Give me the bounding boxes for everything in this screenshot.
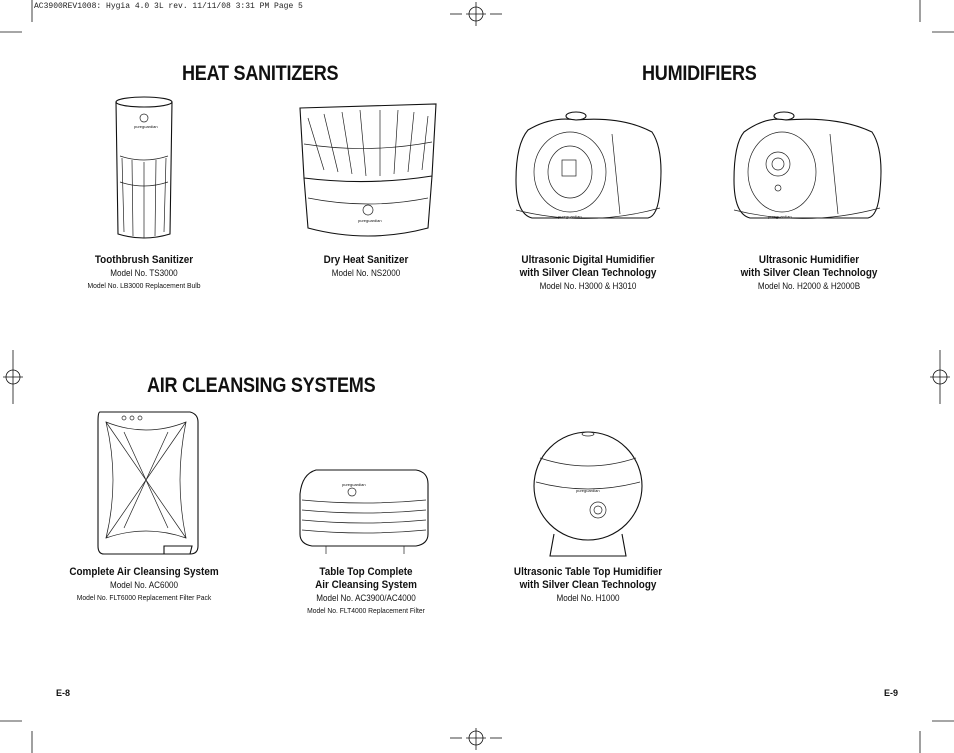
- model-number: Model No. NS2000: [331, 268, 401, 278]
- page-number-right: E-9: [884, 688, 899, 698]
- toothbrush-sanitizer-image: [108, 94, 180, 246]
- product-name: Ultrasonic Table Top Humidifier: [513, 566, 663, 578]
- product-name: Toothbrush Sanitizer: [94, 254, 194, 266]
- model-number: Model No. AC3900/AC4000: [316, 593, 416, 603]
- product-name-line2: with Silver Clean Technology: [519, 579, 657, 591]
- brand-mark: pureguardian: [342, 482, 366, 487]
- digital-humidifier-image: [512, 110, 664, 228]
- replacement-part: Model No. FLT6000 Replacement Filter Pack: [76, 593, 212, 602]
- replacement-part: Model No. LB3000 Replacement Bulb: [87, 281, 201, 290]
- table-top-humidifier-image: [530, 428, 646, 560]
- humidifiers-heading: HUMIDIFIERS: [642, 62, 757, 85]
- complete-air-cleansing-caption: [50, 566, 238, 604]
- page-number-left: E-8: [56, 688, 71, 698]
- brand-mark: pureguardian: [558, 214, 582, 219]
- product-name: Table Top Complete: [319, 566, 413, 578]
- product-name: Complete Air Cleansing System: [69, 566, 219, 578]
- replacement-part: Model No. FLT4000 Replacement Filter: [307, 606, 425, 615]
- ultrasonic-humidifier-caption: [718, 254, 900, 293]
- table-top-humidifier-caption: [496, 566, 680, 605]
- product-name-line2: Air Cleansing System: [315, 579, 417, 591]
- dry-heat-sanitizer-caption: [296, 254, 436, 280]
- toothbrush-sanitizer-caption: [64, 254, 224, 292]
- heat-sanitizers-heading: HEAT SANITIZERS: [182, 62, 339, 85]
- brand-mark: pureguardian: [768, 214, 792, 219]
- dry-heat-sanitizer-image: [294, 98, 442, 246]
- product-name-line2: with Silver Clean Technology: [519, 267, 657, 279]
- model-number: Model No. H1000: [556, 593, 620, 603]
- brand-mark: pureguardian: [576, 488, 600, 493]
- model-number: Model No. TS3000: [110, 268, 178, 278]
- model-number: Model No. H3000 & H3010: [539, 281, 637, 291]
- brand-mark: pureguardian: [358, 218, 382, 223]
- ultrasonic-humidifier-image: [730, 110, 884, 228]
- complete-air-cleansing-image: [94, 408, 200, 560]
- product-name: Dry Heat Sanitizer: [323, 254, 409, 266]
- model-number: Model No. AC6000: [109, 580, 178, 590]
- printer-slug: AC3900REV1008: Hygia 4.0 3L rev. 11/11/08 3:31 PM Page 5: [34, 2, 303, 11]
- air-cleansing-heading: AIR CLEANSING SYSTEMS: [147, 374, 376, 397]
- model-number: Model No. H2000 & H2000B: [757, 281, 861, 291]
- table-top-air-cleansing-image: [296, 464, 434, 558]
- product-name-line2: with Silver Clean Technology: [740, 267, 878, 279]
- digital-humidifier-caption: [498, 254, 678, 293]
- product-name: Ultrasonic Digital Humidifier: [521, 254, 655, 266]
- table-top-air-cleansing-caption: [284, 566, 448, 617]
- brand-mark: pureguardian: [134, 124, 158, 129]
- product-name: Ultrasonic Humidifier: [758, 254, 860, 266]
